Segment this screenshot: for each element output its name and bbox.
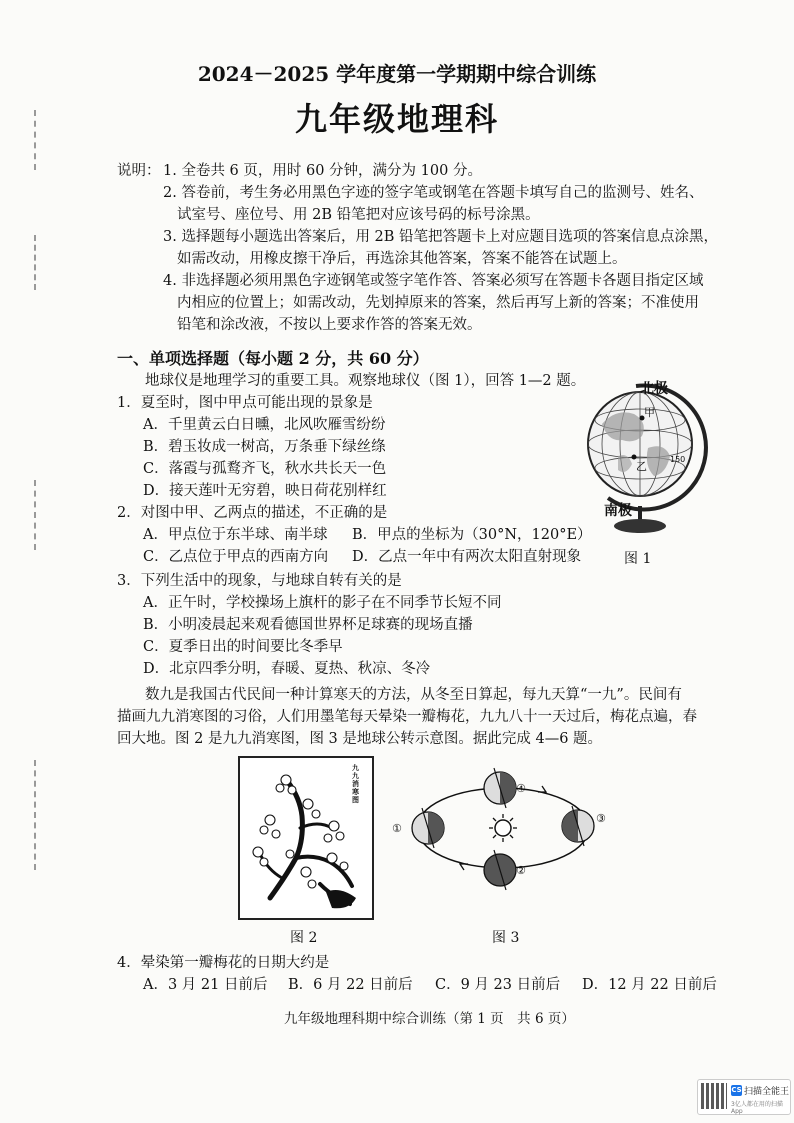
subject-title: 九年级地理科 — [294, 100, 499, 138]
point-jia-label: 甲 — [644, 406, 655, 419]
instruction-line: 2. 答卷前，考生务必用黑色字迹的签字笔或钢笔在答题卡填写自己的监测号、姓名、 — [163, 185, 704, 201]
camscanner-logo-icon: CS — [731, 1086, 742, 1094]
question-4-option-c: C．9 月 23 日前后 — [435, 977, 561, 993]
instruction-line: 4. 非选择题必须用黑色字迹钢笔或签字笔作答、答案必须写在答题卡各题目指定区域 — [163, 273, 704, 289]
question-3-option-a: A．正午时，学校操场上旗杆的影子在不同季节长短不同 — [143, 595, 502, 611]
instruction-line: 试室号、座位号、用 2B 铅笔把对应该号码的标号涂黑。 — [177, 207, 540, 223]
binding-margin-mark — [34, 760, 36, 870]
passage-line: 数九是我国古代民间一种计算寒天的方法，从冬至日算起，每九天算“一九”。民间有 — [145, 687, 682, 703]
instruction-line: 如需改动，用橡皮擦干净后，再选涂其他答案，答案不能答在试题上。 — [177, 251, 627, 267]
scanner-tagline: 3亿人都在用的扫描App — [731, 1101, 783, 1115]
figure-2-caption: 图 2 — [290, 930, 318, 946]
question-3-option-d: D．北京四季分明，春暖、夏热、秋凉、冬冷 — [143, 661, 431, 677]
question-4-option-b: B．6 月 22 日前后 — [288, 977, 413, 993]
question-1-option-c: C．落霞与孤鹜齐飞，秋水共长天一色 — [143, 461, 387, 477]
scanner-watermark-badge — [697, 1079, 791, 1115]
instructions-label: 说明： — [117, 163, 161, 179]
question-3-option-b: B．小明凌晨起来观看德国世界杯足球赛的现场直播 — [143, 617, 473, 633]
question-1-option-b: B．碧玉妆成一树高，万条垂下绿丝绦 — [143, 439, 386, 455]
passage-intro: 地球仪是地理学习的重要工具。观察地球仪（图 1），回答 1—2 题。 — [145, 373, 586, 389]
binding-margin-mark — [34, 480, 36, 550]
question-1-stem: 1．夏至时，图中甲点可能出现的景象是 — [117, 395, 373, 411]
binding-margin-mark — [34, 235, 36, 290]
position-3-label: ③ — [596, 812, 606, 825]
passage-line: 描画九九消寒图的习俗，人们用墨笔每天晕染一瓣梅花，九九八十一天过后，梅花点遍，春 — [117, 709, 697, 725]
question-2-option-d: D．乙点一年中有两次太阳直射现象 — [352, 549, 582, 565]
qr-code-icon — [701, 1083, 727, 1109]
figure-3-caption: 图 3 — [492, 930, 520, 946]
figure-2-plum-blossom-chart — [238, 756, 374, 920]
question-3-stem: 3．下列生活中的现象，与地球自转有关的是 — [117, 573, 402, 589]
question-2-option-b: B．甲点的坐标为（30°N，120°E） — [352, 527, 592, 543]
question-2-option-a: A．甲点位于东半球、南半球 — [143, 527, 328, 543]
question-2-option-c: C．乙点位于甲点的西南方向 — [143, 549, 329, 565]
scanner-brand: 扫描全能王 — [744, 1087, 790, 1097]
chart-inscription: 九九消寒图 — [352, 763, 359, 804]
longitude-label: 150 — [670, 455, 686, 464]
instruction-line: 1. 全卷共 6 页，用时 60 分钟，满分为 100 分。 — [163, 163, 482, 179]
instruction-line: 内相应的位置上；如需改动，先划掉原来的答案，然后再写上新的答案；不准使用 — [177, 295, 699, 311]
section-heading: 一、单项选择题（每小题 2 分，共 60 分） — [117, 349, 429, 368]
instruction-line: 铅笔和涂改液，不按以上要求作答的答案无效。 — [177, 317, 482, 333]
page-footer: 九年级地理科期中综合训练（第 1 页 共 6 页） — [284, 1011, 575, 1027]
north-pole-label: 北极 — [640, 381, 668, 397]
question-4-option-a: A．3 月 21 日前后 — [143, 977, 268, 993]
question-4-stem: 4．晕染第一瓣梅花的日期大约是 — [117, 955, 330, 971]
figure-1-caption: 图 1 — [624, 551, 652, 567]
figure-3-orbit-diagram — [388, 766, 618, 894]
point-yi-label: 乙 — [636, 460, 647, 473]
south-pole-label: 南极 — [604, 503, 632, 519]
question-4-option-d: D．12 月 22 日前后 — [582, 977, 717, 993]
figure-1-globe — [578, 378, 708, 538]
position-4-label: ④ — [516, 782, 526, 795]
question-1-option-d: D．接天莲叶无穷碧，映日荷花别样红 — [143, 483, 387, 499]
position-1-label: ① — [392, 822, 402, 835]
position-2-label: ② — [516, 864, 526, 877]
instruction-line: 3. 选择题每小题选出答案后，用 2B 铅笔把答题卡上对应题目选项的答案信息点涂黑， — [163, 229, 719, 245]
exam-term-title: 2024－2025 学年度第一学期期中综合训练 — [197, 62, 597, 86]
question-1-option-a: A．千里黄云白日曛，北风吹雁雪纷纷 — [143, 417, 386, 433]
question-2-stem: 2．对图中甲、乙两点的描述，不正确的是 — [117, 505, 388, 521]
question-3-option-c: C．夏季日出的时间要比冬季早 — [143, 639, 343, 655]
passage-line: 回大地。图 2 是九九消寒图，图 3 是地球公转示意图。据此完成 4—6 题。 — [117, 731, 603, 747]
